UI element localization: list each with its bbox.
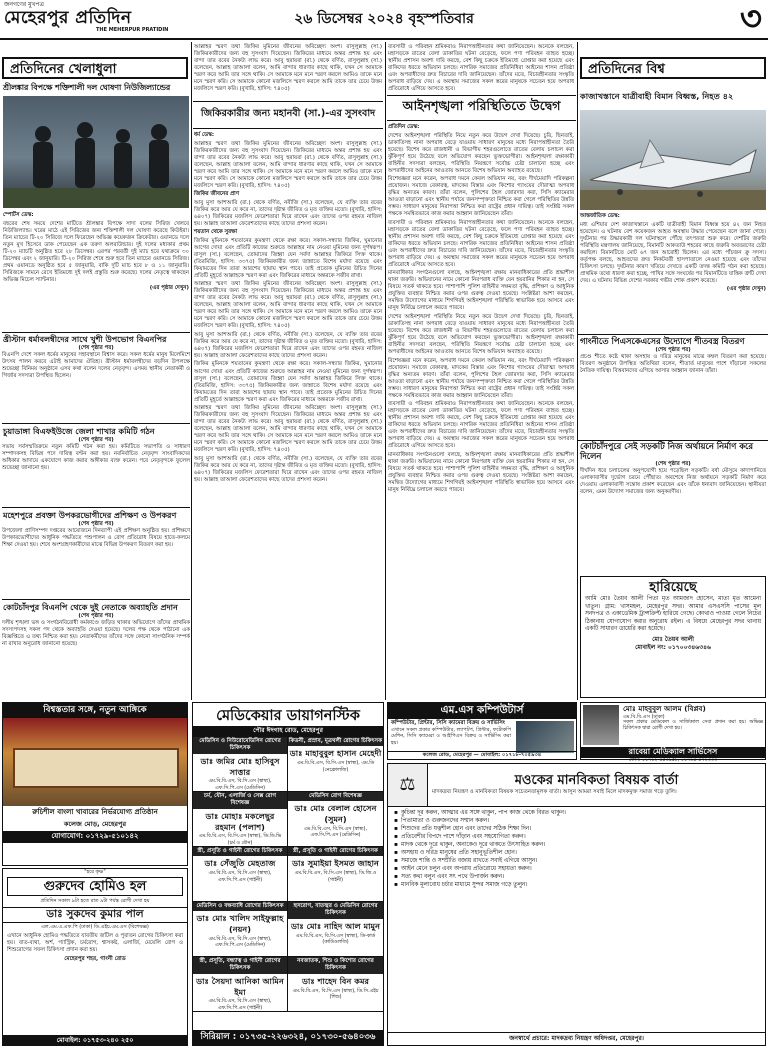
religion-body: জিকির মুমিনকে শয়তানের কুমন্ত্রণা থেকে রক্ষা করে। সকাল-সন্ধ্যার জিকির, ঘুমানোর আগের দোয়া এবং প্রতিটি কাজের শুরুতে আল্লাহর নাম নেওয়া মুমিনের জন্য দুর্গস্বরূপ। রাসুল (সা.) বলেছেন, তোমাদের জিহ্বা যেন সর্বদা আল্লাহর জিকিরে সিক্ত থাকে। (তিরমিজি, হাদিস: ৩৩৭৫) জিকিরকারীর জন্য জান্নাতে বিশেষ মর্যাদা রয়েছে এবং কিয়ামতের দিন তারা আরশের ছায়ায় স্থান পাবে। তাই প্রত্যেক মুমিনের উচিত দিনের প্রতিটি মুহূর্তে আল্লাহকে স্মরণ করা এবং জিকিরের মাধ্যমে অন্তরকে সজীব রাখা।: [194, 237, 382, 279]
sports-banner: প্রতিদিনের খেলাধুলা: [2, 57, 188, 79]
drug-awareness-ad: [387, 763, 766, 1046]
med-doctor-degree: এম.বি.বি.এস (ঢাকা): [623, 713, 665, 720]
sports-article: [3, 212, 189, 330]
world-headline: কাজাখস্তানে যাত্রীবাহী বিমান বিধ্বস্ত, নিহত ৪২: [580, 91, 734, 101]
world-banner: প্রতিদিনের বিশ্ব: [580, 57, 766, 79]
doctor-specialty: মেডিসিন ও নিউরোমেডিসিন রোগের চিকিৎসক: [193, 737, 287, 754]
bakery-name: রুচিশীল বাংলা খাবারের নির্ভরযোগ্য প্রতিষ্ঠান: [32, 808, 158, 817]
lost-mobile: মোবাইল নং: ০১৭০০৩৪৬৩৪৬: [635, 643, 711, 651]
right-news-headline: কোটচাঁদপুরে সেই সড়কটি নিজ অর্থায়নে নির্মাণ করে দিলেন: [580, 441, 754, 461]
medical-services-ad: [580, 702, 766, 763]
right-news-headline: গাংনীতে পিএসকেএসের উদ্যোগে শীতবস্ত্র বিতরণ: [580, 336, 745, 346]
doctor-degree: এম.বি.বি.এস, বি.সি.এস (স্বাস্থ্য), ডি.ডি.ভি (চর্ম ও যৌন): [198, 834, 282, 846]
doctor-degree: এম.বি.বি.এস, বি.সি.এস (স্বাস্থ্য), এম.ডি (নেফ্রোলজি): [296, 761, 375, 773]
doctor-degree: এম.বি.বি.এস, বি.সি.এস (স্বাস্থ্য), এফ.সি.পি.এস (মেডিসিন): [208, 779, 272, 791]
law-body: মানবাধিকার সংগঠনগুলো বলছে, আইনশৃঙ্খলা রক্ষায় মানবাধিকারের প্রতি শ্রদ্ধাশীল থাকা জরুরি। অভিযানের নামে কোনো নিরপরাধ ব্যক্তি যেন হয়রানির শিকার না হন, সে বিষয়ে সতর্ক থাকতে হবে। পাশাপাশি পুলিশ বাহিনীর সক্ষমতা বৃদ্ধি, প্রশিক্ষণ ও আধুনিক প্রযুক্তির ব্যবহার নিশ্চিত করার ওপর গুরুত্ব দেওয়া হয়েছে। সংশ্লিষ্টরা আশা করছেন, সমন্বিত উদ্যোগের মাধ্যমে শিগগিরই আইনশৃঙ্খলা পরিস্থিতি স্বাভাবিক হয়ে আসবে এবং মানুষ নির্বিঘ্নে চলাচল করতে পারবে।: [388, 270, 574, 312]
doctor-degree: এম.বি.বি.এস, বি.সি.এস (স্বাস্থ্য), এফ.সি.পি.এস (গাইনী): [208, 871, 272, 883]
homeo-address: মেহেরপুর শহর, গাংনী রোড: [64, 956, 126, 963]
doctor-degree: এম.বি.বি.এস, বি.সি.এস (স্বাস্থ্য), এফ.সি.পি.এস (মেডিসিন): [208, 937, 272, 949]
doctor-name: ডাঃ শাহেদ বিন কমর: [302, 975, 369, 986]
homeo-top: "হরে কৃষ্ণ": [84, 869, 106, 875]
computer-photo: [516, 721, 574, 753]
law-headline-box: [387, 95, 576, 121]
doctor-card: [193, 792, 288, 847]
med-phone: ফোন: ০১৭১২-৪৫৩৯৫৮, ০১৭৬৪-৪৭২৩৩৩: [629, 757, 717, 763]
drug-list-item: ▪ কুচিন্তা দূর করুন, আত্মার এর সঙ্গে থাকুন, পাপ কাজ থেকে বিরত থাকুন।: [394, 810, 759, 818]
drug-list-item: ▪ প্রতিবেশীর বিপদে পাশে দাঁড়ান এবং সহযোগিতা করুন।: [394, 834, 759, 842]
left-news-cont: (শেষ পৃষ্ঠার পর): [78, 521, 114, 528]
law-intro: প্রতিদিন ডেস্ক:: [388, 124, 420, 130]
religion-article: [194, 132, 382, 698]
doctor-specialty: স্ত্রী, প্রসূতি ও গাইনী রোগের চিকিৎসক: [193, 847, 287, 856]
lost-signer: মোঃ তৈয়ব আলী: [652, 635, 694, 643]
doctor-portrait: [583, 705, 619, 745]
left-news-body: দলীয় শৃঙ্খলা ভঙ্গ ও সংগঠনবিরোধী কর্মকাণ্ডে জড়িত থাকার অভিযোগে তাঁদের প্রাথমিক সদস্যপদসহ সকল পদ থেকে অব্যাহতি দেওয়া হয়েছে। দলের পক্ষ থেকে পাঠানো এক বিজ্ঞপ্তিতে এ তথ্য নিশ্চিত করা হয়। নেতাকর্মীদের তাঁদের সঙ্গে কোনো সাংগঠনিক সম্পর্ক না রাখার অনুরোধ জানানো হয়েছে।: [2, 620, 190, 648]
drug-list-item: ▪ পিতামাতা ও গুরুজনদের সম্মান করুন।: [394, 818, 759, 826]
right-news-cont: (শেষ পৃষ্ঠার পর): [655, 461, 691, 468]
plane-crash-photo: [580, 110, 766, 210]
emblem-icon: ⚖: [388, 764, 428, 806]
drug-list: [388, 807, 765, 893]
computer-ad: [387, 702, 577, 760]
left-news-body: সভায় সর্বসম্মতিক্রমে নতুন কমিটি গঠন করা হয়। কমিটিতে সভাপতি ও সাধারণ সম্পাদকসহ বিভিন্ন পদে দায়িত্ব বণ্টন করা হয়। নবনির্বাচিত নেতৃবৃন্দ সাংবাদিকদের অধিকার আদায়ে একযোগে কাজ করার অঙ্গীকার ব্যক্ত করেন। পরে নেতৃবৃন্দকে ফুলেল শুভেচ্ছা জানানো হয়।: [2, 444, 190, 472]
right-news-item: [580, 442, 766, 570]
law-body: দেশের আইনশৃঙ্খলা পরিস্থিতি নিয়ে নতুন করে উদ্বেগ দেখা দিয়েছে। চুরি, ছিনতাই, ডাকাতিসহ নানা অপরাধ বেড়ে যাওয়ায় সাধারণ মানুষের মধ্যে নিরাপত্তাহীনতা তৈরি হয়েছে। বিশেষ করে রাজধানী ও বিভাগীয় শহরগুলোতে রাতের বেলায় চলাচল করা ঝুঁকিপূর্ণ হয়ে উঠেছে বলে অভিযোগ করছেন ভুক্তভোগীরা। আইনশৃঙ্খলা রক্ষাকারী বাহিনীর সদস্যরা বলছেন, পরিস্থিতি নিয়ন্ত্রণে সর্বোচ্চ চেষ্টা চালানো হচ্ছে এবং অপরাধীদের আইনের আওতায় আনতে বিশেষ অভিযান অব্যাহত রয়েছে।: [388, 313, 574, 355]
doctor-name: ডাঃ মোহাঃ মকলেছুর রহমান (পলাশ): [205, 810, 275, 832]
computer-phone: মোবাইল: ০১৭১৮-৭০৫৯৩৪: [480, 752, 542, 759]
page-number: ৩: [739, 0, 762, 39]
doctor-card: [288, 957, 383, 1012]
bakery-photo: [3, 718, 187, 806]
drug-list-item: ▪ সত্য কথা বলুন এবং সৎ পথে উপার্জন করুন।: [394, 874, 759, 882]
sports-continued: (এর পৃষ্ঠার দেখুন): [149, 285, 189, 292]
doctor-name: ডাঃ সেঁজুতি মেহতাজ: [204, 858, 276, 869]
religion-subhead: জিকির জীবনের প্রাণ: [194, 191, 239, 198]
left-news-body: উপজেলা প্রাণিসম্পদ দপ্তরের আয়োজনে দিনব্যাপী এই প্রশিক্ষণ অনুষ্ঠিত হয়। প্রশিক্ষণে উপকারভোগীদের আধুনিক পদ্ধতিতে পশুপালন ও রোগ প্রতিরোধ বিষয়ে হাতে-কলমে শিক্ষা দেওয়া হয়। শেষে অংশগ্রহণকারীদের মাঝে বিভিন্ন উপকরণ বিতরণ করা হয়।: [2, 528, 190, 549]
law-body: বিশেষজ্ঞরা মনে করেন, অপরাধ দমনে কেবল অভিযান নয়, বরং দীর্ঘমেয়াদি পরিকল্পনা প্রয়োজন। সমাজে বেকারত্ব, মাদকের বিস্তার এবং কিশোর গ্যাংয়ের দৌরাত্ম্য অপরাধ বৃদ্ধির অন্যতম কারণ। তাঁরা বলেন, পুলিশের টহল জোরদার করা, সিসি ক্যামেরার আওতা বাড়ানো এবং স্থানীয় পর্যায়ে জনসম্পৃক্ততা নিশ্চিত করা গেলে পরিস্থিতির উন্নতি সম্ভব। সাধারণ মানুষের নিরাপত্তা নিশ্চিত করা রাষ্ট্রের প্রধান দায়িত্ব। তাই সংশ্লিষ্ট সকল পক্ষকে সমন্বিতভাবে কাজ করার আহ্বান জানিয়েছেন তাঁরা।: [388, 357, 574, 399]
left-news-headline: কোটচাঁদপুর বিএনপি থেকে দুই নেতাকে অব্যাহতি প্রদান: [3, 603, 178, 612]
left-news-stack: [2, 334, 190, 700]
left-news-item: [2, 426, 190, 508]
drug-footer: জনস্বার্থে প্রচারে: মাদকদ্রব্য নিয়ন্ত্রণ অধিদপ্তর, মেহেরপুর।: [388, 1032, 765, 1045]
doctor-card: [288, 902, 383, 957]
law-body: ব্যবসায়ী ও পরিবহন শ্রমিকরাও নিরাপত্তাহীনতার কথা জানিয়েছেন। অনেকে বলছেন, মহাসড়কে রাতের বেলা ডাকাতির ঘটনা বেড়েছে, ফলে পণ্য পরিবহন ব্যাহত হচ্ছে। স্থানীয় প্রশাসন অবশ্য দাবি করছে, বেশ কিছু চক্রকে ইতিমধ্যে গ্রেপ্তার করা হয়েছে এবং বাকিদের ধরতে অভিযান চলছে। নাগরিক সমাজের প্রতিনিধিরা আইনের শাসন প্রতিষ্ঠা এবং অপরাধীদের দ্রুত বিচারের দাবি জানিয়েছেন। তাঁদের মতে, বিচারহীনতার সংস্কৃতি অপরাধ বাড়িয়ে দেয়। এ অবস্থায় সমাজের সকল স্তরের মানুষকে সচেতন হয়ে অপরাধ প্রতিরোধে এগিয়ে আসতে হবে।: [388, 219, 574, 268]
doctor-degree: এম.বি.বি.এস, বি.সি.এস (স্বাস্থ্য), ডি.জি.ও (গাইনী): [294, 871, 377, 883]
computer-address: কলেজ রোড, মেহেরপুর: [422, 752, 472, 759]
doctor-card: [193, 847, 288, 902]
religion-body: আল্লাহর স্মরণ তথা জিকির মুমিনের জীবনের অবিচ্ছেদ্য অংশ। রাসুলুল্লাহ (সা.) জিকিরকারীদের জন্য বহু সুসংবাদ দিয়েছেন। জিকিরের মাধ্যমে অন্তর প্রশান্ত হয় এবং বান্দা তার রবের নৈকট্য লাভ করে। আবু হুরায়রা (রা.) থেকে বর্ণিত, রাসুলুল্লাহ (সা.) বলেছেন, আল্লাহ তাআলা বলেন, আমি বান্দার ধারণার কাছে থাকি, যখন সে আমাকে স্মরণ করে আমি তার সঙ্গে থাকি। সে আমাকে মনে মনে স্মরণ করলে আমিও তাকে মনে মনে স্মরণ করি। সে আমাকে কোনো মজলিসে স্মরণ করলে আমি তাকে তার চেয়ে উত্তম মজলিসে স্মরণ করি। (বুখারি, হাদিস: ৭৪০৫): [194, 140, 382, 189]
doctor-specialty: মেডিসিন ও বক্ষব্যাধি রোগের চিকিৎসক: [193, 902, 287, 911]
doctor-degree: এম.বি.বি.এস, বি.সি.এস (স্বাস্থ্য), ডি-কার্ড (কার্ডিওলজি): [295, 933, 376, 945]
doctor-card: [193, 737, 288, 792]
sports-source: স্পোর্টস ডেস্ক:: [3, 212, 34, 218]
doctor-card: [193, 902, 288, 957]
homeo-ad: [2, 868, 188, 1046]
doctor-specialty: মেডিসিন রোগ বিশেষজ্ঞ: [288, 792, 383, 801]
left-news-cont: (শেষ পৃষ্ঠার পর): [78, 345, 114, 352]
sports-body: বছরের শেষ সময়ে দেশের মাটিতে শ্রীলঙ্কার বিপক্ষে সাদা বলের সিরিজ খেলবে নিউজিল্যান্ড। ঘরের মাঠে এই সিরিজের জন্য শক্তিশালী দল ঘোষণা করেছে কিউইরা। তিন ম্যাচের টি-২০ সিরিজে দলে ফিরেছেন অভিজ্ঞ কয়েকজন ক্রিকেটার। ওয়ানডে দলে নতুন মুখ হিসেবে ডাক পেয়েছেন এক তরুণ অলরাউন্ডার। দুই দলের মধ্যকার প্রথম টি-২০ ম্যাচটি অনুষ্ঠিত হবে ২৮ ডিসেম্বর। এরপর পরবর্তী দুই ম্যাচ হবে যথাক্রমে ৩০ ডিসেম্বর এবং ২ জানুয়ারি। টি-২০ সিরিজ শেষে শুরু হবে তিন ম্যাচের ওয়ানডে সিরিজ। প্রথম ওয়ানডে অনুষ্ঠিত হবে ৫ জানুয়ারি, বাকি দুটি ম্যাচ হবে ৮ ও ১১ জানুয়ারি। সিরিজকে সামনে রেখে ইতিমধ্যে দুই দলই প্রস্তুতি শুরু করেছে। দলের নেতৃত্বে থাকছেন অভিজ্ঞ মিচেল স্যান্টনার।: [3, 220, 189, 283]
lost-title: হারিয়েছে: [649, 580, 697, 595]
doctor-degree: এম.বি.বি.এস, বি.সি.এস (স্বাস্থ্য), ডি.সি.এইচ (শিশু): [292, 988, 379, 1000]
drug-list-item: ▪ সমাজে শান্তি ও সম্প্রীতি বজায় রাখতে সবাই এগিয়ে আসুন।: [394, 858, 759, 866]
bakery-ad: [2, 702, 188, 866]
med-doctor-name: মোঃ মাহবুবুল আলম (বিপ্লব): [623, 704, 706, 713]
doctor-card: [288, 737, 383, 792]
lost-body: আমি মোঃ তৈয়ব আলী পিতা মৃত আমজাদ হোসেন, মাতা মৃত আমেনা খাতুন। গ্রাম: খাসমহল, মেহেরপুর সদর। আমার এসএসসি পাসের মূল সনদপত্র ও একাডেমিক ট্রান্সক্রিপ্ট হারিয়ে গেছে। কোথাও পাওয়া গেলে নিচের ঠিকানায় যোগাযোগ করার অনুরোধ রইল। এ বিষয়ে মেহেরপুর সদর থানায় একটি সাধারণ ডায়েরি করা হয়েছে।: [585, 596, 761, 633]
law-article: [388, 124, 574, 698]
left-news-item: [2, 602, 190, 698]
world-article: [580, 213, 766, 333]
computer-sub: কম্পিউটার, প্রিন্টার, সিসি ক্যামেরা বিক্রয় ও সার্ভিসিং: [391, 719, 506, 726]
doctor-card: [193, 957, 288, 1012]
law-body: ব্যবসায়ী ও পরিবহন শ্রমিকরাও নিরাপত্তাহীনতার কথা জানিয়েছেন। অনেকে বলছেন, মহাসড়কে রাতের বেলা ডাকাতির ঘটনা বেড়েছে, ফলে পণ্য পরিবহন ব্যাহত হচ্ছে। স্থানীয় প্রশাসন অবশ্য দাবি করছে, বেশ কিছু চক্রকে ইতিমধ্যে গ্রেপ্তার করা হয়েছে এবং বাকিদের ধরতে অভিযান চলছে। নাগরিক সমাজের প্রতিনিধিরা আইনের শাসন প্রতিষ্ঠা এবং অপরাধীদের দ্রুত বিচারের দাবি জানিয়েছেন। তাঁদের মতে, বিচারহীনতার সংস্কৃতি অপরাধ বাড়িয়ে দেয়। এ অবস্থায় সমাজের সকল স্তরের মানুষকে সচেতন হয়ে অপরাধ প্রতিরোধে এগিয়ে আসতে হবে।: [388, 401, 574, 450]
left-news-item: [2, 510, 190, 600]
left-news-headline: মহেশপুরে প্রবক্তা উপকরভোগীদের প্রশিক্ষণ ও উপকরণ: [3, 511, 177, 520]
religion-lead-text: [194, 44, 382, 100]
religion-subhead: শয়তান থেকে সুরক্ষা: [194, 229, 238, 236]
diagnostic-title: মেডিকেয়ার ডায়াগনস্টিক: [216, 707, 360, 724]
doctor-name: ডাঃ সৈয়দা আনিকা আমিন ইমা: [196, 975, 284, 997]
doctor-name: ডাঃ সুমাইয়া ইসমত জাহান: [292, 858, 379, 869]
religion-lead-body: আল্লাহর স্মরণ তথা জিকির মুমিনের জীবনের অবিচ্ছেদ্য অংশ। রাসুলুল্লাহ (সা.) জিকিরকারীদের জন্য বহু সুসংবাদ দিয়েছেন। জিকিরের মাধ্যমে অন্তর প্রশান্ত হয় এবং বান্দা তার রবের নৈকট্য লাভ করে। আবু হুরায়রা (রা.) থেকে বর্ণিত, রাসুলুল্লাহ (সা.) বলেছেন, আল্লাহ তাআলা বলেন, আমি বান্দার ধারণার কাছে থাকি, যখন সে আমাকে স্মরণ করে আমি তার সঙ্গে থাকি। সে আমাকে মনে মনে স্মরণ করলে আমিও তাকে মনে মনে স্মরণ করি। সে আমাকে কোনো মজলিসে স্মরণ করলে আমি তাকে তার চেয়ে উত্তম মজলিসে স্মরণ করি। (বুখারি, হাদিস: ৭৪০৫): [194, 44, 382, 93]
religion-intro: ধর্ম ডেস্ক:: [194, 132, 215, 138]
doctor-specialty: স্ত্রী, প্রসূতি ও গাইনী রোগের চিকিৎসক: [288, 847, 383, 856]
law-body: মানবাধিকার সংগঠনগুলো বলছে, আইনশৃঙ্খলা রক্ষায় মানবাধিকারের প্রতি শ্রদ্ধাশীল থাকা জরুরি। অভিযানের নামে কোনো নিরপরাধ ব্যক্তি যেন হয়রানির শিকার না হন, সে বিষয়ে সতর্ক থাকতে হবে। পাশাপাশি পুলিশ বাহিনীর সক্ষমতা বৃদ্ধি, প্রশিক্ষণ ও আধুনিক প্রযুক্তির ব্যবহার নিশ্চিত করার ওপর গুরুত্ব দেওয়া হয়েছে। সংশ্লিষ্টরা আশা করছেন, সমন্বিত উদ্যোগের মাধ্যমে শিগগিরই আইনশৃঙ্খলা পরিস্থিতি স্বাভাবিক হয়ে আসবে এবং মানুষ নির্বিঘ্নে চলাচল করতে পারবে।: [388, 451, 574, 493]
doctor-name: ডাঃ মাহাবুবুল হাসান মেহেদী: [289, 748, 382, 759]
med-body: সকল প্রকার মেডিকেল ও সার্জিক্যাল সেবা প্রদান করা হয়। অভিজ্ঞ চিকিৎসক দ্বারা রোগী দেখা হয়।: [623, 720, 763, 732]
diagnostic-ad: [192, 702, 384, 1046]
sports-headline: শ্রীলঙ্কার বিপক্ষে শক্তিশালী দল ঘোষণা নিউজিল্যান্ডের: [3, 83, 171, 92]
religion-body: আল্লাহর স্মরণ তথা জিকির মুমিনের জীবনের অবিচ্ছেদ্য অংশ। রাসুলুল্লাহ (সা.) জিকিরকারীদের জন্য বহু সুসংবাদ দিয়েছেন। জিকিরের মাধ্যমে অন্তর প্রশান্ত হয় এবং বান্দা তার রবের নৈকট্য লাভ করে। আবু হুরায়রা (রা.) থেকে বর্ণিত, রাসুলুল্লাহ (সা.) বলেছেন, আল্লাহ তাআলা বলেন, আমি বান্দার ধারণার কাছে থাকি, যখন সে আমাকে স্মরণ করে আমি তার সঙ্গে থাকি। সে আমাকে মনে মনে স্মরণ করলে আমিও তাকে মনে মনে স্মরণ করি। সে আমাকে কোনো মজলিসে স্মরণ করলে আমি তাকে তার চেয়ে উত্তম মজলিসে স্মরণ করি। (বুখারি, হাদিস: ৭৪০৫): [194, 405, 382, 454]
right-news-item: [580, 337, 766, 437]
bakery-address: কলেজ মোড়, মেহেরপুর: [63, 819, 127, 828]
drug-list-item: ▪ শিশুদের প্রতি যত্নশীল হোন এবং তাদের সঠিক শিক্ষা দিন।: [394, 826, 759, 834]
diagnostic-phone: সিরিয়াল : ০১৭৩৫-২২৬৩২৪, ০১৭৩০-৫৬৪০৩৬: [193, 1030, 383, 1045]
right-news-body: প্রচণ্ড শীতে কষ্টে থাকা অসহায় ও দরিদ্র মানুষের মাঝে কম্বল বিতরণ করা হয়েছে। বিতরণ অনুষ্ঠানে উপস্থিত অতিথিরা বলেন, শীতার্ত মানুষের পাশে দাঁড়ানো সকলের নৈতিক দায়িত্ব। বিত্তবানদের এগিয়ে আসার আহ্বান জানান তাঁরা।: [580, 353, 766, 374]
law-lead-text: [388, 44, 574, 94]
drug-intro: মাদকদ্রব্য নিয়ন্ত্রণ ও মানবিকতা বিষয়ক সচেতনতামূলক বার্তা। আসুন আমরা সবাই মিলে মাদকমুক্ত সমাজ গড়ে তুলি।: [432, 789, 677, 796]
right-news-cont: (শেষ পৃষ্ঠার পর): [655, 346, 691, 353]
computer-title: এম.এস কম্পিউটার্স: [388, 703, 576, 719]
drug-title: মওকের মানবিকতা বিষয়ক বার্তা: [514, 773, 679, 789]
doctor-specialty: স্ত্রী, প্রসূতি, বন্ধ্যাত্ব ও গাইনী রোগের চিকিৎসক: [193, 957, 287, 974]
left-news-headline: চুয়াডাঙ্গা বিএফইউজে জেলা শাখার কমিটি গঠন: [3, 427, 155, 436]
doctor-degree: এম.বি.বি.এস, বি.সি.এস (স্বাস্থ্য), এফ.সি.পি.এস (গাইনী): [208, 999, 272, 1011]
religion-body: আল্লাহর স্মরণ তথা জিকির মুমিনের জীবনের অবিচ্ছেদ্য অংশ। রাসুলুল্লাহ (সা.) জিকিরকারীদের জন্য বহু সুসংবাদ দিয়েছেন। জিকিরের মাধ্যমে অন্তর প্রশান্ত হয় এবং বান্দা তার রবের নৈকট্য লাভ করে। আবু হুরায়রা (রা.) থেকে বর্ণিত, রাসুলুল্লাহ (সা.) বলেছেন, আল্লাহ তাআলা বলেন, আমি বান্দার ধারণার কাছে থাকি, যখন সে আমাকে স্মরণ করে আমি তার সঙ্গে থাকি। সে আমাকে মনে মনে স্মরণ করলে আমিও তাকে মনে মনে স্মরণ করি। সে আমাকে কোনো মজলিসে স্মরণ করলে আমি তাকে তার চেয়ে উত্তম মজলিসে স্মরণ করি। (বুখারি, হাদিস: ৭৪০৫): [194, 281, 382, 330]
homeo-sub: প্রতিদিন সকাল ৯টা হতে রাত ৯টা পর্যন্ত রোগী দেখা হয়: [40, 897, 150, 904]
computer-body: এখানে সকল প্রকার কম্পিউটার, ল্যাপটপ, প্রিন্টার, ফটোকপি মেশিন, সিসি ক্যামেরা ও আইপিএস বিক্রয় ও সার্ভিসিং করা হয়।: [391, 726, 511, 746]
doctor-card: [288, 792, 383, 847]
cricket-photo: [3, 96, 189, 208]
lost-notice: [580, 576, 766, 698]
masthead-logo: মেহেরপুর প্রতিদিন: [4, 8, 132, 28]
drug-list-item: ▪ মাদক থেকে দূরে থাকুন, অন্যকেও দূরে থাকতে উৎসাহিত করুন।: [394, 842, 759, 850]
bakery-phone: যোগাযোগ: ০১৭২৯-৫১০১৪২: [3, 831, 187, 842]
med-title: রাবেয়া মেডিক্যাল সার্ভিসেস: [581, 747, 765, 758]
law-lead-body: ব্যবসায়ী ও পরিবহন শ্রমিকরাও নিরাপত্তাহীনতার কথা জানিয়েছেন। অনেকে বলছেন, মহাসড়কে রাতের বেলা ডাকাতির ঘটনা বেড়েছে, ফলে পণ্য পরিবহন ব্যাহত হচ্ছে। স্থানীয় প্রশাসন অবশ্য দাবি করছে, বেশ কিছু চক্রকে ইতিমধ্যে গ্রেপ্তার করা হয়েছে এবং বাকিদের ধরতে অভিযান চলছে। নাগরিক সমাজের প্রতিনিধিরা আইনের শাসন প্রতিষ্ঠা এবং অপরাধীদের দ্রুত বিচারের দাবি জানিয়েছেন। তাঁদের মতে, বিচারহীনতার সংস্কৃতি অপরাধ বাড়িয়ে দেয়। এ অবস্থায় সমাজের সকল স্তরের মানুষকে সচেতন হয়ে অপরাধ প্রতিরোধে এগিয়ে আসতে হবে।: [388, 44, 574, 93]
doctor-specialty: নবজাতক, শিশু ও কিশোর রোগের চিকিৎসক: [288, 957, 383, 974]
religion-body: জিকির মুমিনকে শয়তানের কুমন্ত্রণা থেকে রক্ষা করে। সকাল-সন্ধ্যার জিকির, ঘুমানোর আগের দোয়া এবং প্রতিটি কাজের শুরুতে আল্লাহর নাম নেওয়া মুমিনের জন্য দুর্গস্বরূপ। রাসুল (সা.) বলেছেন, তোমাদের জিহ্বা যেন সর্বদা আল্লাহর জিকিরে সিক্ত থাকে। (তিরমিজি, হাদিস: ৩৩৭৫) জিকিরকারীর জন্য জান্নাতে বিশেষ মর্যাদা রয়েছে এবং কিয়ামতের দিন তারা আরশের ছায়ায় স্থান পাবে। তাই প্রত্যেক মুমিনের উচিত দিনের প্রতিটি মুহূর্তে আল্লাহকে স্মরণ করা এবং জিকিরের মাধ্যমে অন্তরকে সজীব রাখা।: [194, 361, 382, 403]
religion-body: আবু মুসা আশআরি (রা.) থেকে বর্ণিত, নবীজি (সা.) বলেছেন, যে ব্যক্তি তার রবের জিকির করে আর যে করে না, তাদের দৃষ্টান্ত জীবিত ও মৃত ব্যক্তির মতো। (বুখারি, হাদিস: ৬৪০৭) জিকিরের মজলিস ফেরেশতারা ঘিরে রাখেন এবং তাদের ওপর রহমত নাজিল হয়। আল্লাহ তাআলা ফেরেশতাদের কাছে তাদের প্রশংসা করেন।: [194, 331, 382, 359]
world-source: আন্তর্জাতিক ডেস্ক:: [580, 213, 620, 219]
left-news-cont: (শেষ পৃষ্ঠার পর): [78, 437, 114, 444]
doctor-specialty: চর্ম, যৌন, এলার্জি ও সেক্স রোগ বিশেষজ্ঞ: [193, 792, 287, 809]
world-body: মধ্য এশিয়ার দেশ কাজাখস্তানে একটি যাত্রীবাহী বিমান বিধ্বস্ত হয়ে ৪২ জন নিহত হয়েছেন। এ ঘটনায় বেশ কয়েকজন আহত অবস্থায় উদ্ধার পেয়েছেন বলে জানা গেছে। দুর্ঘটনার পর উদ্ধারকারী দল ঘটনাস্থলে পৌঁছে তৎপরতা শুরু করে। দেশটির জরুরি পরিস্থিতি মন্ত্রণালয় জানিয়েছে, বিমানটি আকতাউ শহরের কাছে জরুরি অবতরণের চেষ্টা করছিল। বিমানটিতে মোট ৬৭ জন আরোহী ছিলেন। এর মধ্যে পাঁচজন ক্রু সদস্য। কর্তৃপক্ষ বলছে, আহতদের দ্রুত নিকটবর্তী হাসপাতালে নেওয়া হয়েছে এবং তাঁদের চিকিৎসা চলছে। দুর্ঘটনার কারণ খতিয়ে দেখতে একটি তদন্ত কমিটি গঠন করা হয়েছে। প্রাথমিক তথ্যে ধারণা করা হচ্ছে, পাখির সঙ্গে সংঘর্ষের পর বিমানটিতে যান্ত্রিক ত্রুটি দেখা দেয়। এ ঘটনায় বিভিন্ন দেশের সরকার গভীর শোক প্রকাশ করেছে।: [580, 221, 766, 284]
law-body: দেশের আইনশৃঙ্খলা পরিস্থিতি নিয়ে নতুন করে উদ্বেগ দেখা দিয়েছে। চুরি, ছিনতাই, ডাকাতিসহ নানা অপরাধ বেড়ে যাওয়ায় সাধারণ মানুষের মধ্যে নিরাপত্তাহীনতা তৈরি হয়েছে। বিশেষ করে রাজধানী ও বিভাগীয় শহরগুলোতে রাতের বেলায় চলাচল করা ঝুঁকিপূর্ণ হয়ে উঠেছে বলে অভিযোগ করছেন ভুক্তভোগীরা। আইনশৃঙ্খলা রক্ষাকারী বাহিনীর সদস্যরা বলছেন, পরিস্থিতি নিয়ন্ত্রণে সর্বোচ্চ চেষ্টা চালানো হচ্ছে এবং অপরাধীদের আইনের আওতায় আনতে বিশেষ অভিযান অব্যাহত রয়েছে।: [388, 132, 574, 174]
law-headline: আইনশৃঙ্খলা পরিস্থিতিতে উদ্বেগ: [402, 98, 561, 113]
religion-headline-box: [193, 101, 383, 129]
right-news-body: দীর্ঘদিন ধরে চলাচলের অনুপযোগী হয়ে পড়েছিল সড়কটি। বর্ষা মৌসুমে কাদাপানিতে এলাকাবাসীর দুর্ভোগ চরমে পৌঁছাত। অবশেষে নিজ অর্থায়নে সড়কটি নির্মাণ করে দেওয়ায় এলাকাবাসী সন্তোষ প্রকাশ করেছেন এবং তাঁকে ধন্যবাদ জানিয়েছেন। স্থানীয়রা বলেন, এমন উদ্যোগ সমাজের জন্য অনুকরণীয়।: [580, 468, 766, 496]
doctor-name: ডাঃ মোঃ নাহিদ আল মামুন: [291, 920, 380, 931]
doctor-name: ডাঃ মোঃ বেলাল হোসেন (সুমন): [294, 803, 377, 825]
diagnostic-sub: পৌর ঈদগাহ রোড, মেহেরপুর: [193, 726, 383, 736]
doctor-name: ডাঃ মোঃ খালিদ সাইফুল্লাহ (নয়ন): [196, 913, 284, 935]
masthead-logo-sub: THE MEHERPUR PRATIDIN: [96, 27, 169, 33]
law-body: বিশেষজ্ঞরা মনে করেন, অপরাধ দমনে কেবল অভিযান নয়, বরং দীর্ঘমেয়াদি পরিকল্পনা প্রয়োজন। সমাজে বেকারত্ব, মাদকের বিস্তার এবং কিশোর গ্যাংয়ের দৌরাত্ম্য অপরাধ বৃদ্ধির অন্যতম কারণ। তাঁরা বলেন, পুলিশের টহল জোরদার করা, সিসি ক্যামেরার আওতা বাড়ানো এবং স্থানীয় পর্যায়ে জনসম্পৃক্ততা নিশ্চিত করা গেলে পরিস্থিতির উন্নতি সম্ভব। সাধারণ মানুষের নিরাপত্তা নিশ্চিত করা রাষ্ট্রের প্রধান দায়িত্ব। তাই সংশ্লিষ্ট সকল পক্ষকে সমন্বিতভাবে কাজ করার আহ্বান জানিয়েছেন তাঁরা।: [388, 176, 574, 218]
drug-list-item: ▪ আইন মেনে চলুন এবং অপরাধ প্রতিরোধে সহায়তা করুন।: [394, 866, 759, 874]
masthead: [0, 0, 768, 40]
homeo-degree: এল.এম.এ.এফ.পি (ঢাকা) ডি.এইচ.এম.এস (বিশেষজ্ঞ): [41, 924, 149, 931]
drug-list-item: ▪ মানবিক মূল্যবোধ চর্চার মাধ্যমে সুন্দর সমাজ গড়ে তুলুন।: [394, 882, 759, 890]
doctor-card: [288, 847, 383, 902]
homeo-name: গুরুদেব হোমিও হল: [7, 877, 183, 896]
doctor-grid: [193, 736, 383, 1012]
religion-body: আবু মুসা আশআরি (রা.) থেকে বর্ণিত, নবীজি (সা.) বলেছেন, যে ব্যক্তি তার রবের জিকির করে আর যে করে না, তাদের দৃষ্টান্ত জীবিত ও মৃত ব্যক্তির মতো। (বুখারি, হাদিস: ৬৪০৭) জিকিরের মজলিস ফেরেশতারা ঘিরে রাখেন এবং তাদের ওপর রহমত নাজিল হয়। আল্লাহ তাআলা ফেরেশতাদের কাছে তাদের প্রশংসা করেন।: [194, 455, 382, 483]
computer-footer: কলেজ রোড, মেহেরপুর — মোবাইল: ০১৭১৮-৭০৫৯৩৪: [388, 751, 576, 759]
homeo-phone: মোবাইল: ০১৭৫৩-২৪০ ২৫০: [3, 1035, 187, 1045]
left-news-cont: (শেষ পৃষ্ঠার পর): [78, 613, 114, 620]
masthead-tagline: জনগণের মুখপত্র: [4, 1, 44, 8]
religion-headline: জিকিরকারীর জন্য মহানবী (সা.)-এর সুসংবাদ: [200, 108, 376, 119]
homeo-doctor: ডাঃ সুকদেব কুমার পাল: [3, 907, 187, 923]
doctor-name: ডাঃ জমির মোঃ হাসিবুস সাত্তার: [200, 755, 280, 777]
doctor-specialty: হৃদরোগ, বাতজ্বর ও মেডিসিন রোগের চিকিৎসক: [288, 902, 383, 919]
religion-body: আবু মুসা আশআরি (রা.) থেকে বর্ণিত, নবীজি (সা.) বলেছেন, যে ব্যক্তি তার রবের জিকির করে আর যে করে না, তাদের দৃষ্টান্ত জীবিত ও মৃত ব্যক্তির মতো। (বুখারি, হাদিস: ৬৪০৭) জিকিরের মজলিস ফেরেশতারা ঘিরে রাখেন এবং তাদের ওপর রহমত নাজিল হয়। আল্লাহ তাআলা ফেরেশতাদের কাছে তাদের প্রশংসা করেন।: [194, 199, 382, 227]
left-news-body: বিএনপি দেশে সকল ধর্মের মানুষের সহাবস্থানে বিশ্বাস করে। সকল ধর্মের মানুষ মিলেমিশে উৎসব পালন করবে এটাই আমাদের ঐতিহ্য। খ্রীস্টান ধর্মাবলম্বীদের বড়দিন উপলক্ষে শুভেচ্ছা বিনিময় অনুষ্ঠানে এসব কথা বলেন দলের নেতৃবৃন্দ। এসময় স্থানীয় নেতাকর্মী ও গির্জার সদস্যরা উপস্থিত ছিলেন।: [2, 352, 190, 380]
drug-list-item: ▪ অসহায় ও দরিদ্র মানুষের প্রতি সহানুভূতিশীল হোন।: [394, 850, 759, 858]
issue-date: ২৬ ডিসেম্বর ২০২৪ বৃহস্পতিবার: [294, 11, 474, 27]
bakery-title: বিশ্বস্ততার সঙ্গে, নতুন আঙ্গিকে: [3, 703, 187, 718]
doctor-specialty: কিডনী, প্রস্রাব, মূত্রথলী রোগের চিকিৎসক: [288, 737, 383, 746]
left-news-item: [2, 334, 190, 424]
world-continued: (এর পৃষ্ঠার দেখুন): [726, 286, 766, 293]
doctor-degree: এম.বি.বি.এস, বি.সি.এস (স্বাস্থ্য), এফ.সি.পি.এস (মেডিসিন): [304, 827, 367, 839]
homeo-body: এখানে আধুনিক হোমিও পদ্ধতিতে যাবতীয় জটিল ও পুরাতন রোগের চিকিৎসা করা হয়। বাত-ব্যথা, অর্শ, গ্যাস্ট্রিক, চর্মরোগ, শ্বাসকষ্ট, এলার্জি, মেয়েলি রোগ ও শিশুরোগের সফল চিকিৎসা প্রদান করা হয়।: [7, 932, 183, 953]
left-news-headline: খ্রীস্টান ধর্মাবলম্বীদের সাথে খুশী উপভোগ বিএনপির: [3, 335, 167, 344]
